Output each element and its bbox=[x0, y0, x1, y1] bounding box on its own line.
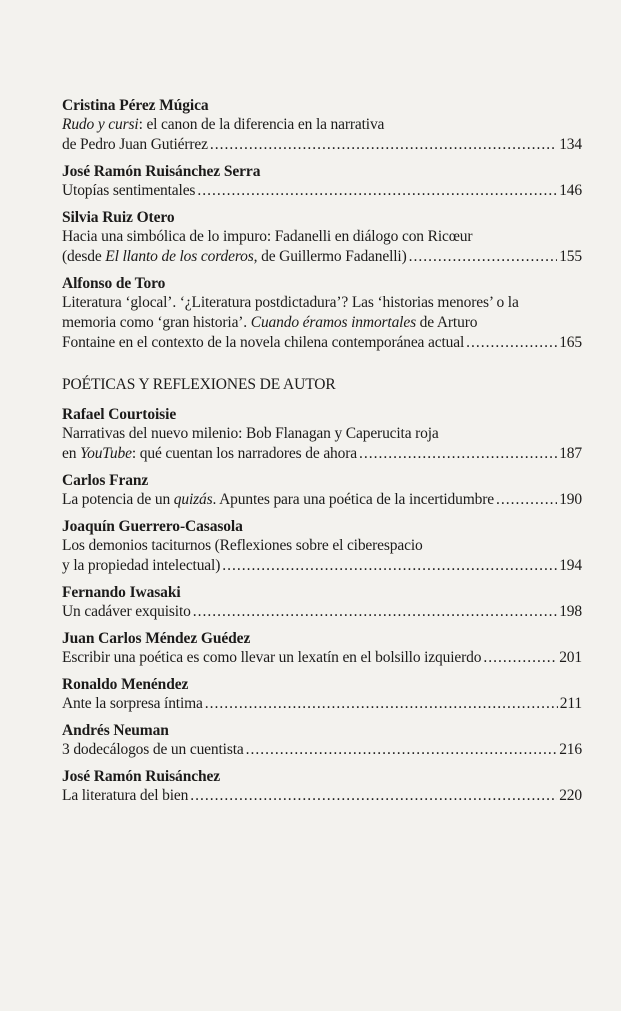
entry-title-text bbox=[62, 116, 384, 133]
toc-entry bbox=[62, 208, 582, 267]
page-number: 155 bbox=[559, 248, 582, 265]
italic-title: Rudo y cursi bbox=[62, 116, 139, 133]
title-fragment: : el canon de la diferencia en la narrativa bbox=[138, 116, 385, 133]
toc-group-studies bbox=[62, 96, 582, 353]
entry-author: Carlos Franz bbox=[62, 472, 149, 489]
entry-title-line bbox=[62, 444, 582, 464]
title-fragment: . Apuntes para una poética de la incertidumbre bbox=[212, 491, 494, 508]
entry-author: Ronaldo Menéndez bbox=[62, 676, 189, 693]
entry-title-line bbox=[62, 786, 582, 806]
entry-title-line bbox=[62, 694, 582, 714]
entry-title-text bbox=[62, 694, 203, 714]
page-number: 134 bbox=[559, 136, 582, 153]
toc-entry bbox=[62, 96, 582, 155]
dot-leader bbox=[409, 247, 558, 267]
dot-leader bbox=[222, 556, 557, 576]
page-number: 201 bbox=[559, 649, 582, 666]
entry-title-text bbox=[62, 444, 357, 464]
italic-title: El llanto de los corderos bbox=[105, 248, 254, 265]
entry-title-line bbox=[62, 556, 582, 576]
entry-title-line bbox=[62, 424, 582, 444]
toc-group-poetics bbox=[62, 405, 582, 806]
title-fragment: La potencia de un bbox=[62, 491, 174, 508]
toc-entry bbox=[62, 721, 582, 760]
entry-title-line bbox=[62, 740, 582, 760]
entry-title-line bbox=[62, 313, 582, 333]
entry-title-line bbox=[62, 227, 582, 247]
page-number: 216 bbox=[559, 741, 582, 758]
title-fragment: Utopías sentimentales bbox=[62, 182, 196, 199]
entry-title-line bbox=[62, 115, 582, 135]
page-number: 187 bbox=[559, 445, 582, 462]
entry-title-line bbox=[62, 536, 582, 556]
page-number: 198 bbox=[559, 603, 582, 620]
dot-leader bbox=[197, 181, 557, 201]
title-fragment: en bbox=[62, 445, 81, 462]
title-fragment: memoria como ‘gran historia’. bbox=[62, 314, 251, 331]
toc-entry bbox=[62, 405, 582, 464]
section-title: POÉTICAS Y REFLEXIONES DE AUTOR bbox=[62, 376, 336, 393]
entry-author: José Ramón Ruisánchez Serra bbox=[62, 163, 261, 180]
dot-leader bbox=[496, 490, 557, 510]
title-fragment: y la propiedad intelectual) bbox=[62, 557, 221, 574]
entry-title-text bbox=[62, 228, 472, 245]
dot-leader bbox=[359, 444, 557, 464]
toc-entry bbox=[62, 767, 582, 806]
entry-title-text bbox=[62, 556, 220, 576]
page-number: 194 bbox=[559, 557, 582, 574]
table-of-contents bbox=[62, 96, 582, 813]
entry-title-line bbox=[62, 648, 582, 668]
entry-author: Joaquín Guerrero-Casasola bbox=[62, 518, 243, 535]
italic-title: quizás bbox=[173, 491, 213, 508]
title-fragment: Un cadáver exquisito bbox=[62, 603, 191, 620]
entry-title-text bbox=[62, 602, 191, 622]
entry-author: Alfonso de Toro bbox=[62, 275, 166, 292]
entry-author: Rafael Courtoisie bbox=[62, 406, 177, 423]
page-number: 190 bbox=[559, 491, 582, 508]
entry-title-text bbox=[62, 314, 477, 331]
entry-title-text bbox=[62, 786, 188, 806]
dot-leader bbox=[193, 602, 557, 622]
title-fragment: Fontaine en el contexto de la novela chilena contemporánea actual bbox=[62, 334, 465, 351]
entry-author: Fernando Iwasaki bbox=[62, 584, 181, 601]
entry-title-text bbox=[62, 247, 407, 267]
toc-entry bbox=[62, 162, 582, 201]
title-fragment: Hacia una simbólica de lo impuro: Fadanelli en diálogo con Ricœur bbox=[62, 228, 473, 245]
entry-title-line bbox=[62, 293, 582, 313]
entry-title-text bbox=[62, 294, 519, 311]
title-fragment: , de Guillermo Fadanelli) bbox=[253, 248, 407, 265]
title-fragment: de Arturo bbox=[415, 314, 478, 331]
page-number: 211 bbox=[559, 695, 582, 712]
page-number: 146 bbox=[559, 182, 582, 199]
title-fragment: Narrativas del nuevo milenio: Bob Flanagan y Caperucita roja bbox=[62, 425, 439, 442]
entry-title-text bbox=[62, 333, 464, 353]
title-fragment: Ante la sorpresa íntima bbox=[62, 695, 203, 712]
italic-title: Cuando éramos inmortales bbox=[250, 314, 416, 331]
entry-title-text bbox=[62, 181, 195, 201]
dot-leader bbox=[466, 333, 557, 353]
toc-entry bbox=[62, 675, 582, 714]
dot-leader bbox=[190, 786, 557, 806]
title-fragment: Literatura ‘glocal’. ‘¿Literatura postdictadura’? Las ‘historias menores’ o la bbox=[62, 294, 519, 311]
entry-title-line bbox=[62, 602, 582, 622]
entry-author: Andrés Neuman bbox=[62, 722, 169, 739]
dot-leader bbox=[246, 740, 558, 760]
title-fragment: : qué cuentan los narradores de ahora bbox=[131, 445, 357, 462]
entry-title-line bbox=[62, 333, 582, 353]
entry-author: Silvia Ruiz Otero bbox=[62, 209, 175, 226]
toc-entry bbox=[62, 517, 582, 576]
title-fragment: La literatura del bien bbox=[62, 787, 189, 804]
entry-author: Cristina Pérez Múgica bbox=[62, 97, 209, 114]
toc-entry bbox=[62, 583, 582, 622]
entry-title-text bbox=[62, 135, 208, 155]
entry-title-text bbox=[62, 425, 439, 442]
toc-entry bbox=[62, 274, 582, 353]
entry-title-text bbox=[62, 490, 494, 510]
dot-leader bbox=[210, 135, 557, 155]
entry-title-line bbox=[62, 135, 582, 155]
toc-entry bbox=[62, 471, 582, 510]
entry-author: Juan Carlos Méndez Guédez bbox=[62, 630, 251, 647]
dot-leader bbox=[483, 648, 557, 668]
title-fragment: (desde bbox=[62, 248, 106, 265]
entry-title-text bbox=[62, 537, 423, 554]
entry-author: José Ramón Ruisánchez bbox=[62, 768, 221, 785]
entry-title-line bbox=[62, 247, 582, 267]
italic-title: YouTube bbox=[80, 445, 132, 462]
title-fragment: Los demonios taciturnos (Reflexiones sobre el ciberespacio bbox=[62, 537, 423, 554]
dot-leader bbox=[205, 694, 558, 714]
entry-title-line bbox=[62, 181, 582, 201]
page-number: 220 bbox=[559, 787, 582, 804]
entry-title-text bbox=[62, 740, 244, 760]
entry-title-line bbox=[62, 490, 582, 510]
page-number: 165 bbox=[559, 334, 582, 351]
title-fragment: de Pedro Juan Gutiérrez bbox=[62, 136, 208, 153]
toc-entry bbox=[62, 629, 582, 668]
title-fragment: 3 dodecálogos de un cuentista bbox=[62, 741, 244, 758]
title-fragment: Escribir una poética es como llevar un lexatín en el bolsillo izquierdo bbox=[62, 649, 482, 666]
entry-title-text bbox=[62, 648, 481, 668]
